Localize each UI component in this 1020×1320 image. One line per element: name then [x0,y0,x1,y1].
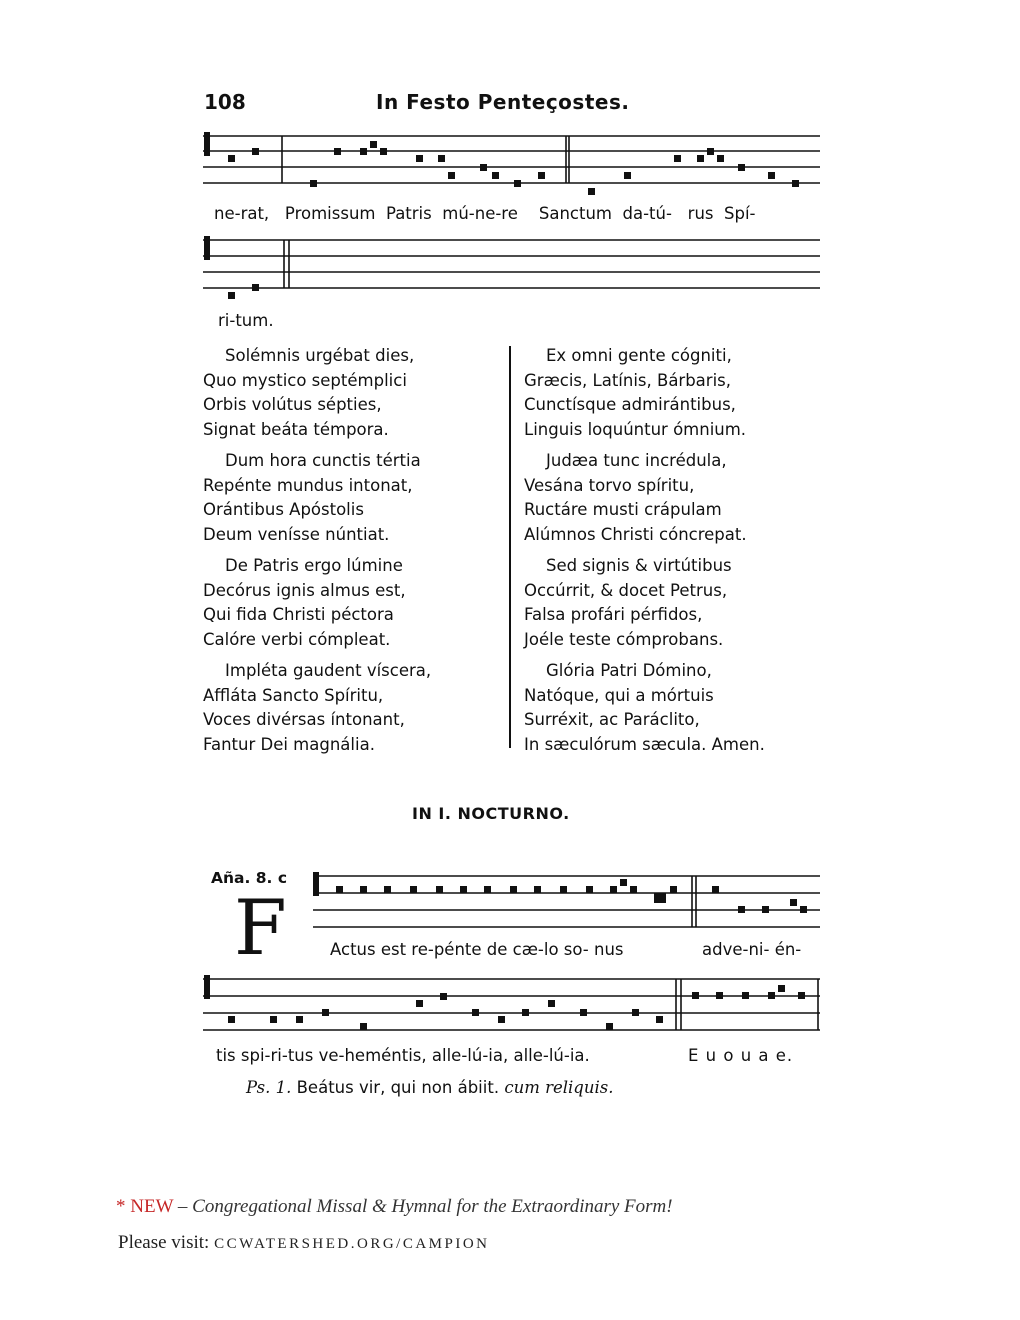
psalm-text: Beátus vir, qui non ábiit. [296,1078,500,1097]
stanza: Glória Patri Dómino, Natóque, qui a mórtuis Surréxit, ac Paráclito, In sæculórum sæcula. Amen. [524,661,765,754]
psalm-label: Ps. 1. [246,1078,292,1097]
stanza: Impléta gaudent víscera, Affláta Sancto Spíritu, Voces divérsas íntonant, Fantur Dei magnália. [203,661,432,754]
psalm-suffix: cum reliquis. [504,1078,614,1097]
hymn-left-column [203,344,431,757]
visit-label: Please visit: [118,1232,210,1253]
stanza: Sed signis & virtútibus Occúrrit, & docet Petrus, Falsa profári pérfidos, Joéle teste cómprobans. [524,556,732,649]
page-number: 108 [204,90,246,114]
page-title: In Festo Penteçostes. [376,90,630,114]
stanza: Dum hora cunctis tértia Repénte mundus intonat, Orántibus Apóstolis Deum venísse núntiat. [203,451,421,544]
promo-line [116,1196,673,1218]
promo-text: – Congregational Missal & Hymnal for the Extraordinary Form! [177,1196,673,1217]
visit-line [118,1232,490,1254]
nocturn-heading: IN I. NOCTURNO. [412,804,570,823]
new-label: NEW [130,1196,174,1217]
euouae: E u o u a e. [688,1046,794,1065]
stanza: Judæa tunc incrédula, Vesána torvo spíritu, Ructáre musti crápulam Alúmnos Christi cóncrepat. [524,451,747,544]
chant1-line2-lyrics: ri-tum. [218,311,274,330]
stanza: Solémnis urgébat dies, Quo mystico septémplici Orbis volútus sépties, Signat beáta témpora. [203,346,415,439]
antiphon-line1-end: adve-ni- én- [702,940,802,959]
stanza: De Patris ergo lúmine Decórus ignis almus est, Qui fida Christi péctora Calóre verbi cómpleat. [203,556,406,649]
stanza: Ex omni gente cógniti, Græcis, Latínis, Bárbaris, Cunctísque admirántibus, Linguis loquúntur ómnium. [524,346,747,439]
psalm-line [246,1078,613,1097]
antiphon-line2-lyrics: tis spi-ri-tus ve-heméntis, alle-lú-ia, alle-lú-ia. [216,1046,590,1065]
visit-url[interactable]: CCWATERSHED.ORG/CAMPION [214,1236,490,1252]
chant1-line1-lyrics: ne-rat, Promissum Patris mú-ne-re Sanctum da-tú- rus Spí- [214,204,756,223]
star-mark: * [116,1196,126,1217]
column-divider [509,346,511,748]
antiphon-label: Aña. 8. c [211,869,288,887]
hymn-right-column [524,344,765,757]
drop-cap: F [234,883,287,972]
antiphon-line1-lyrics: Actus est re-pénte de cæ-lo so- nus [330,940,624,959]
